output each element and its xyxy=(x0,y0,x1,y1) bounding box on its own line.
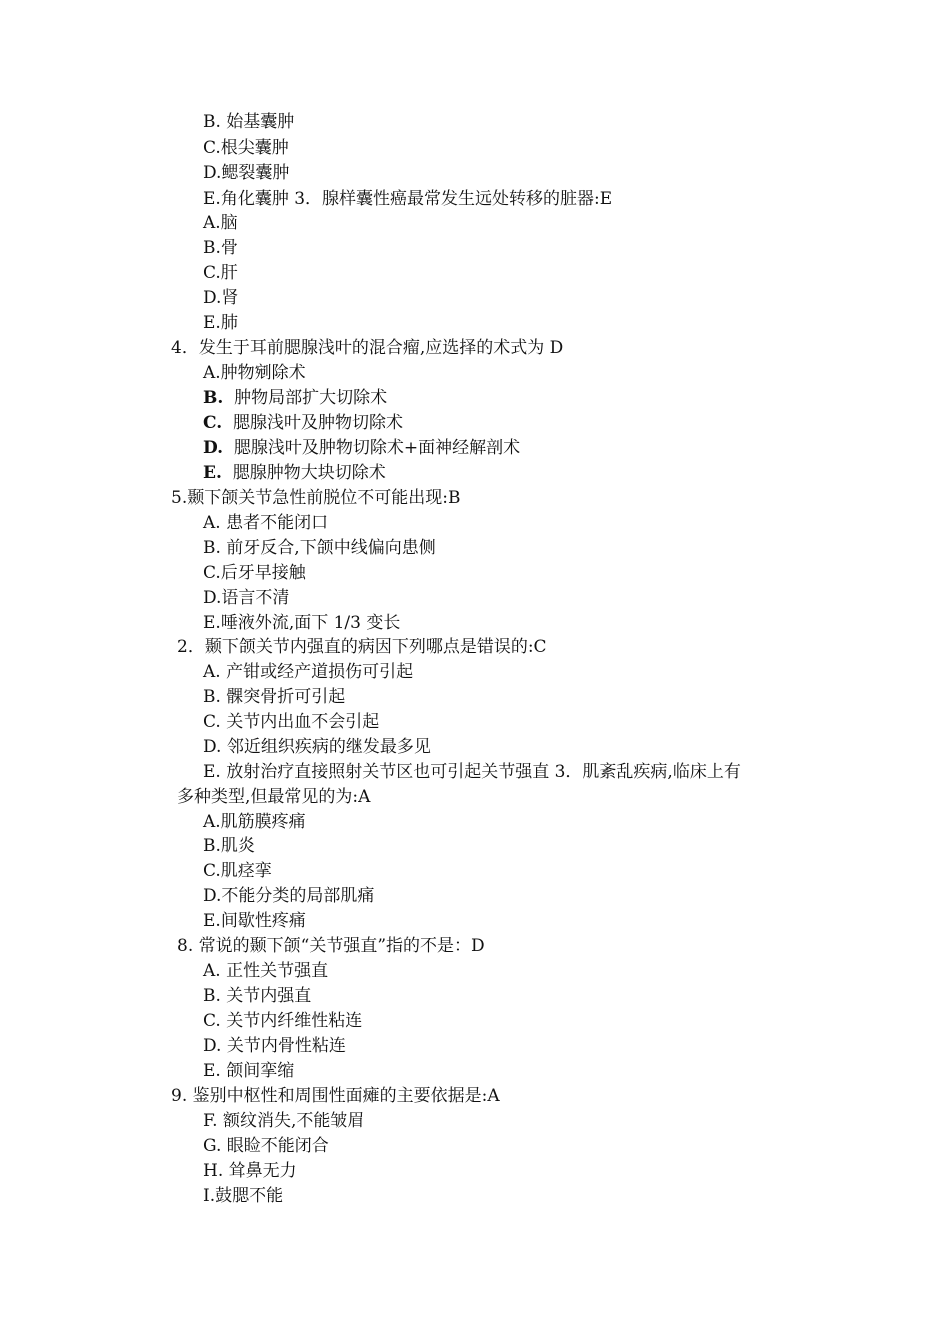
option-line xyxy=(203,437,520,459)
option-line: B. 关节内强直 xyxy=(203,986,312,1006)
option-line: E.唾液外流,面下 1/3 变长 xyxy=(203,613,401,633)
option-line: D. 邻近组织疾病的继发最多见 xyxy=(203,737,431,757)
option-line: D.鳃裂囊肿 xyxy=(203,163,290,183)
option-line: B. 髁突骨折可引起 xyxy=(203,687,346,707)
option-line: E.肺 xyxy=(203,313,238,333)
option-line: A. 正性关节强直 xyxy=(203,961,329,981)
option-line: A.肿物剜除术 xyxy=(203,363,306,383)
option-label: E. xyxy=(203,463,222,483)
option-line: D.语言不清 xyxy=(203,588,290,608)
option-line: B.肌炎 xyxy=(203,836,255,856)
option-line xyxy=(203,387,387,409)
option-text: 肿物局部扩大切除术 xyxy=(234,388,388,408)
option-text: 腮腺浅叶及肿物切除术 xyxy=(232,413,403,433)
option-line: C. 关节内纤维性粘连 xyxy=(203,1011,363,1031)
question-continuation-line: 多种类型,但最常见的为:A xyxy=(177,787,371,807)
question-line: 2．颞下颌关节内强直的病因下列哪点是错误的:C xyxy=(177,637,547,657)
option-line: I.鼓腮不能 xyxy=(203,1186,284,1206)
option-line: B. 前牙反合,下颌中线偏向患侧 xyxy=(203,538,436,558)
option-line xyxy=(203,462,386,484)
option-line: A. 患者不能闭口 xyxy=(203,513,329,533)
question-line: 8. 常说的颞下颌“关节强直”指的不是：D xyxy=(177,936,485,956)
option-line: C. 关节内出血不会引起 xyxy=(203,712,380,732)
question-line: 5.颞下颌关节急性前脱位不可能出现:B xyxy=(171,488,461,508)
option-line: A.脑 xyxy=(203,213,238,233)
option-line: D.不能分类的局部肌痛 xyxy=(203,886,375,906)
option-line: G. 眼睑不能闭合 xyxy=(203,1136,329,1156)
option-line: H. 耸鼻无力 xyxy=(203,1161,297,1181)
option-line: D.肾 xyxy=(203,288,239,308)
option-line: F. 额纹消失,不能皱眉 xyxy=(203,1111,365,1131)
option-text: 腮腺浅叶及肿物切除术+面神经解剖术 xyxy=(233,438,521,458)
option-line: E. 颌间挛缩 xyxy=(203,1061,295,1081)
option-label: D. xyxy=(203,438,224,458)
option-line: E.间歇性疼痛 xyxy=(203,911,306,931)
option-line: A. 产钳或经产道损伤可引起 xyxy=(203,662,414,682)
option-line: A.肌筋膜疼痛 xyxy=(203,812,306,832)
option-line: C.后牙早接触 xyxy=(203,563,306,583)
option-line: D. 关节内骨性粘连 xyxy=(203,1036,346,1056)
option-text: 腮腺肿物大块切除术 xyxy=(232,463,386,483)
option-line: B.骨 xyxy=(203,238,238,258)
option-line: C.肝 xyxy=(203,263,238,283)
option-line: C.肌痉挛 xyxy=(203,861,272,881)
option-line: B. 始基囊肿 xyxy=(203,112,295,132)
option-line: E.角化囊肿 3．腺样囊性癌最常发生远处转移的脏器:E xyxy=(203,189,613,209)
option-label: B. xyxy=(203,388,224,408)
question-line: 4．发生于耳前腮腺浅叶的混合瘤,应选择的术式为 D xyxy=(171,338,564,358)
option-line xyxy=(203,412,403,434)
option-line: E. 放射治疗直接照射关节区也可引起关节强直 3．肌紊乱疾病,临床上有 xyxy=(203,762,741,782)
question-line: 9. 鉴别中枢性和周围性面瘫的主要依据是:A xyxy=(171,1086,500,1106)
option-label: C. xyxy=(203,413,223,433)
option-line: C.根尖囊肿 xyxy=(203,138,289,158)
